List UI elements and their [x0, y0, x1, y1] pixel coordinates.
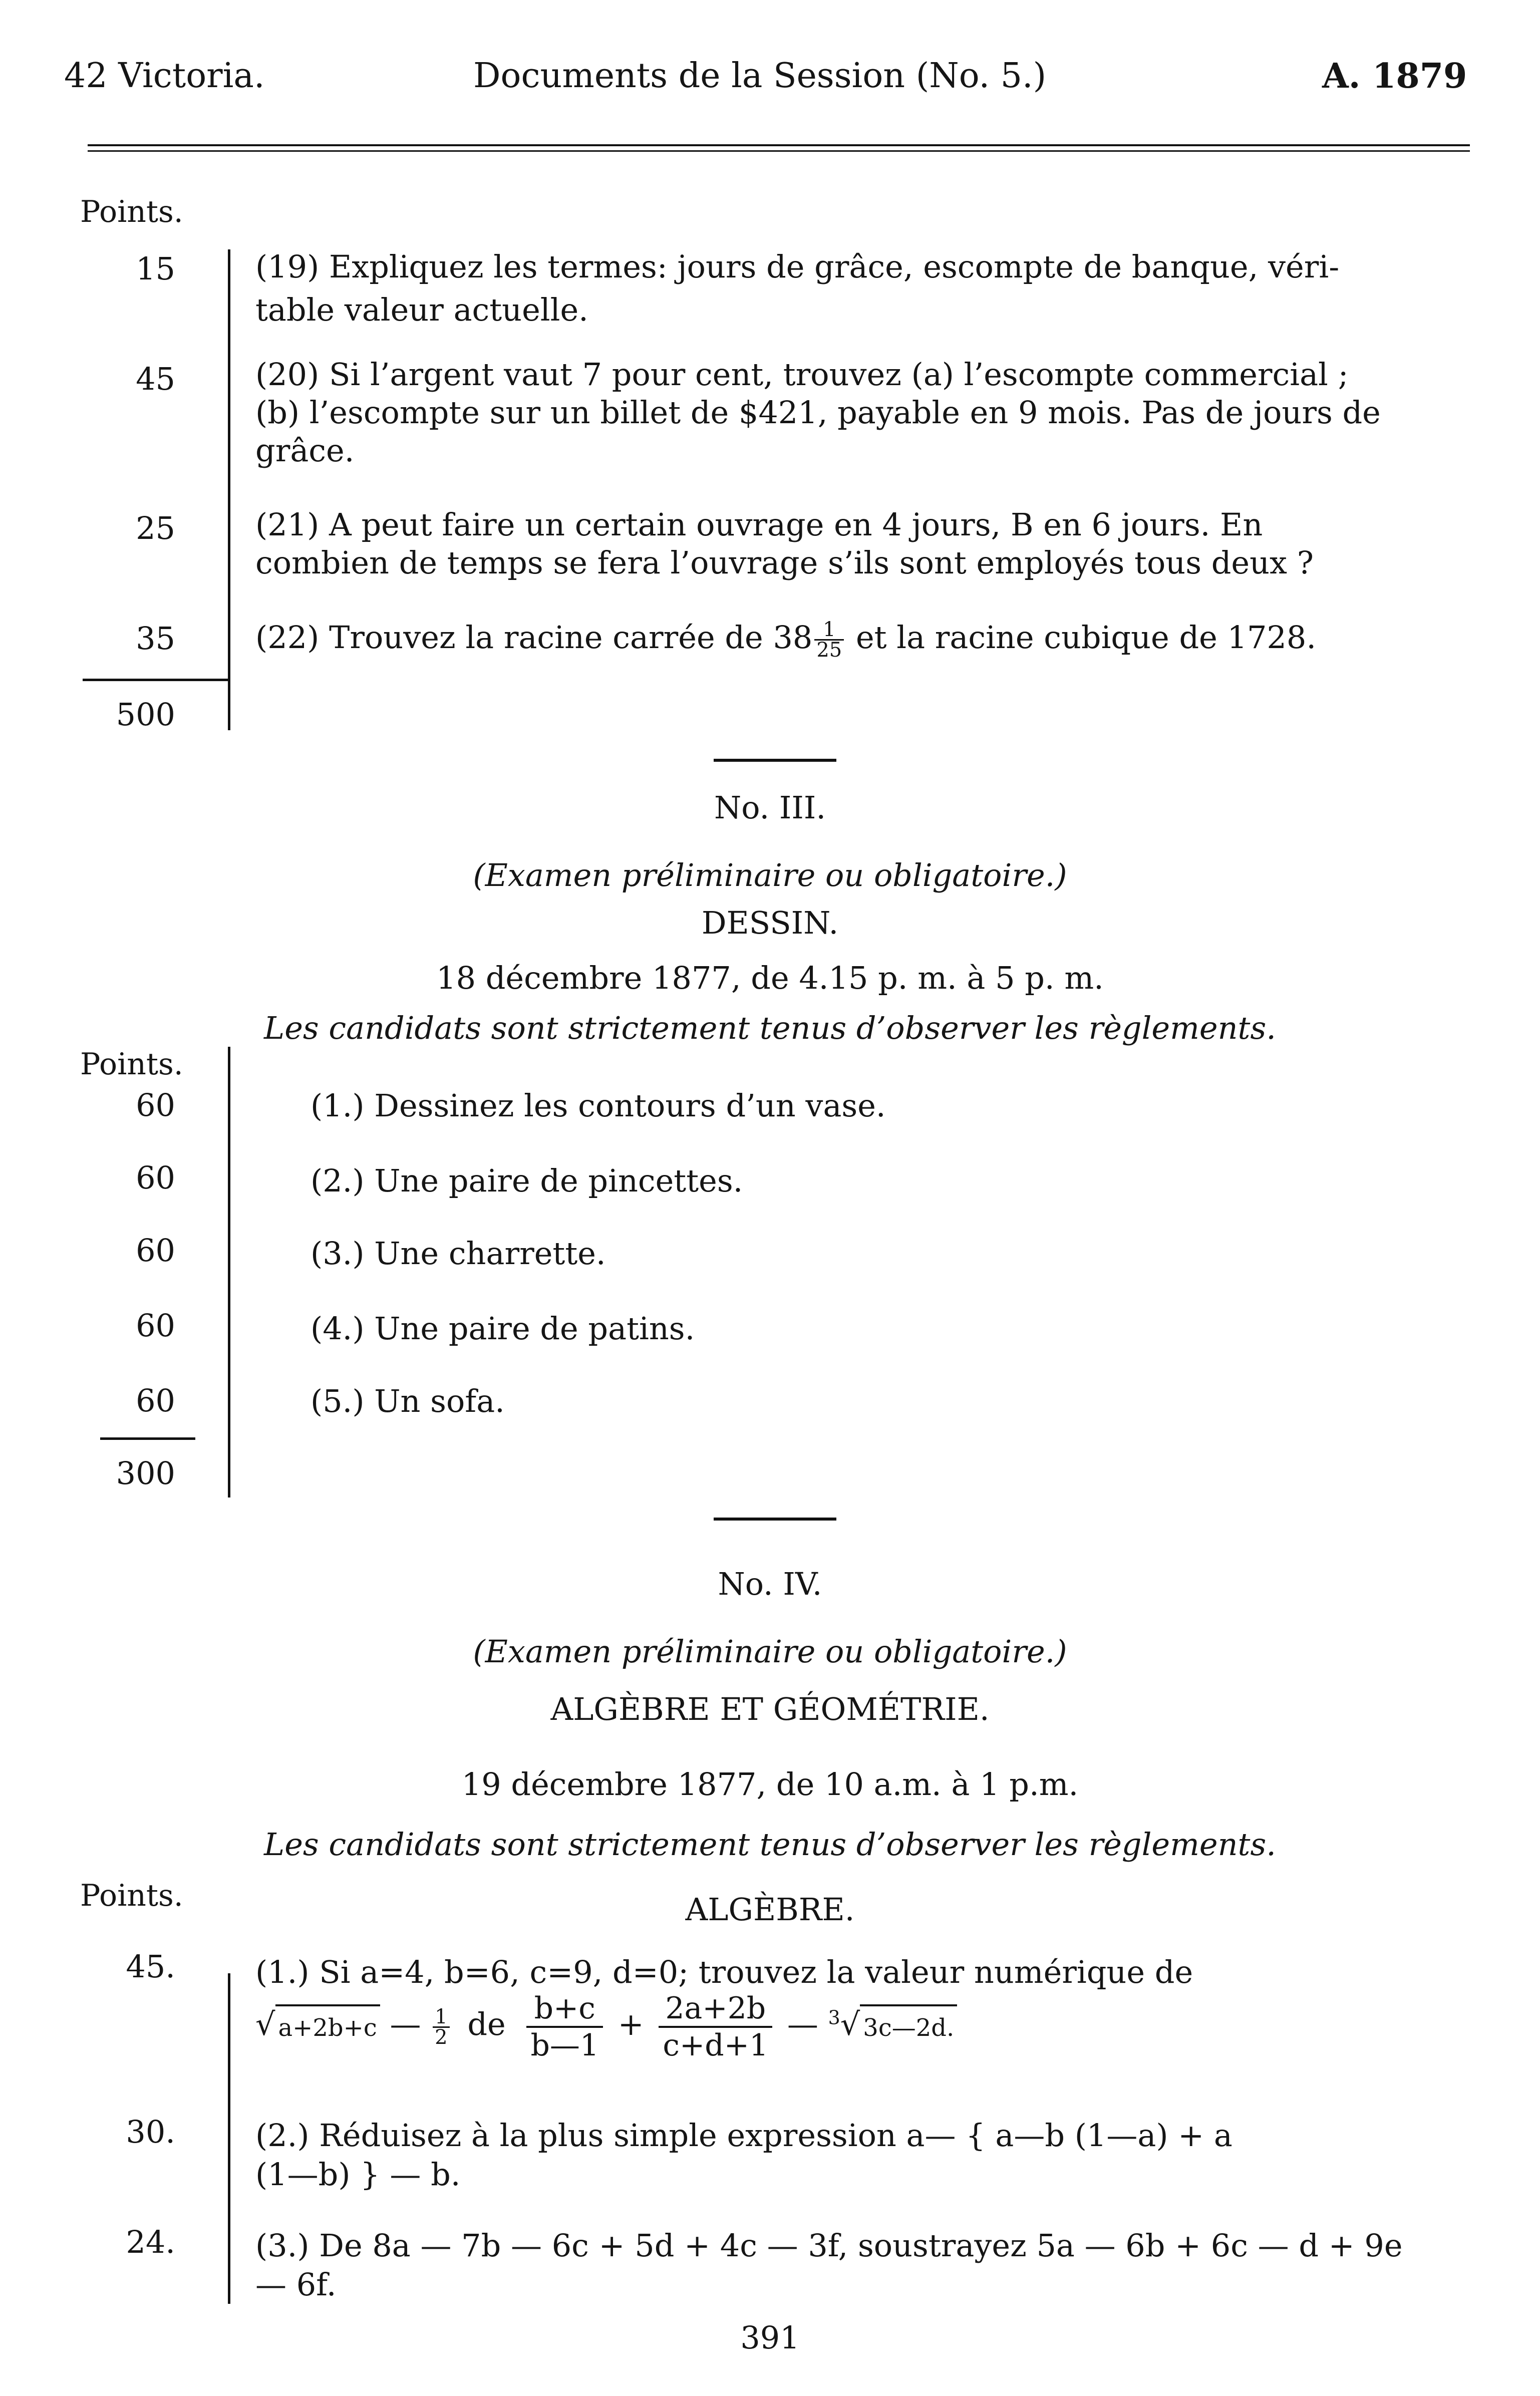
- points-value: 45: [136, 361, 175, 397]
- exam-date: 18 décembre 1877, de 4.15 p. m. à 5 p. m.: [436, 960, 1104, 996]
- question-text: grâce.: [255, 432, 355, 469]
- operator: —: [390, 2006, 421, 2043]
- total-rule: [83, 679, 230, 681]
- exam-rules: Les candidats sont strictement tenus d’observer les règlements.: [264, 1010, 1276, 1046]
- points-divider: [228, 249, 230, 730]
- points-value: 60: [136, 1159, 175, 1196]
- points-value: 24.: [126, 2224, 175, 2260]
- fraction-denominator: 25: [816, 639, 842, 662]
- header-title: Documents de la Session (No. 5.): [473, 56, 1047, 96]
- mixed-fraction: [814, 620, 844, 660]
- question-text: (3.) De 8a — 7b — 6c + 5d + 4c — 3f, soustrayez 5a — 6b + 6c — d + 9e: [255, 2227, 1403, 2264]
- drawing-item: (1.) Dessinez les contours d’un vase.: [311, 1087, 886, 1124]
- section-title: DESSIN.: [701, 905, 839, 941]
- question-22: [255, 616, 1472, 660]
- radicand: a+2b+c: [275, 2004, 380, 2049]
- algebra-question-2: [255, 2116, 1472, 2194]
- operator: —: [787, 2006, 818, 2043]
- drawing-item: (2.) Une paire de pincettes.: [311, 1162, 743, 1199]
- points-label: Points.: [80, 1878, 183, 1913]
- question-text: table valeur actuelle.: [255, 291, 588, 328]
- fraction-2: [659, 1991, 772, 2063]
- section-subtitle: (Examen préliminaire ou obligatoire.): [473, 1633, 1067, 1670]
- question-text: (1—b) } — b.: [255, 2156, 461, 2193]
- points-value: 30.: [126, 2114, 175, 2150]
- points-value: 60: [136, 1232, 175, 1269]
- fraction-1: [526, 1991, 603, 2063]
- question-text: et la racine cubique de 1728.: [846, 619, 1317, 656]
- question-text: (20) Si l’argent vaut 7 pour cent, trouvez (a) l’escompte commercial ;: [255, 356, 1349, 393]
- cube-root-sign: √: [840, 2006, 860, 2043]
- total-rule: [100, 1437, 195, 1440]
- page-number: 391: [740, 2319, 800, 2356]
- points-label: Points.: [80, 194, 183, 229]
- points-total: 500: [116, 696, 175, 733]
- section-rule: [714, 1518, 836, 1521]
- operator: +: [618, 2006, 644, 2043]
- half-fraction: [433, 2007, 449, 2047]
- question-text: (2.) Réduisez à la plus simple expression a— { a—b (1—a) + a: [255, 2117, 1233, 2154]
- section-number: No. III.: [714, 789, 826, 826]
- question-20: [255, 356, 1472, 470]
- header-volume: 42 Victoria.: [64, 56, 265, 96]
- question-19: [255, 245, 1472, 332]
- points-value: 35: [136, 620, 175, 657]
- question-text: (21) A peut faire un certain ouvrage en 4 jours, B en 6 jours. En: [255, 506, 1263, 543]
- points-value: 25: [136, 510, 175, 546]
- exam-rules: Les candidats sont strictement tenus d’observer les règlements.: [264, 1826, 1276, 1863]
- question-text: combien de temps se fera l’ouvrage s’ils sont employés tous deux ?: [255, 544, 1314, 581]
- question-text: (19) Expliquez les termes: jours de grâce, escompte de banque, véri-: [255, 248, 1340, 285]
- root-index: 3: [828, 2006, 840, 2029]
- algebra-expression: [255, 1991, 1472, 2063]
- header-year: A. 1879: [1322, 56, 1467, 96]
- fraction-numerator: 2a+2b: [659, 1991, 772, 2028]
- question-text: (1.) Si a=4, b=6, c=9, d=0; trouvez la valeur numérique de: [255, 1954, 1193, 1990]
- drawing-item: (4.) Une paire de patins.: [311, 1310, 695, 1347]
- drawing-item: (5.) Un sofa.: [311, 1383, 505, 1419]
- fraction-denominator: b—1: [530, 2028, 599, 2063]
- points-label: Points.: [80, 1047, 183, 1082]
- algebra-question-1: [255, 1951, 1472, 2063]
- question-text: (22) Trouvez la racine carrée de 38: [255, 619, 813, 656]
- section-subtitle: (Examen préliminaire ou obligatoire.): [473, 857, 1067, 893]
- points-value: 60: [136, 1307, 175, 1344]
- points-value: 60: [136, 1087, 175, 1123]
- fraction-denominator: c+d+1: [663, 2028, 769, 2063]
- drawing-item: (3.) Une charrette.: [311, 1235, 606, 1272]
- fraction-numerator: 1: [814, 620, 844, 641]
- question-21: [255, 506, 1472, 582]
- fraction-numerator: 1: [433, 2007, 449, 2028]
- sqrt-sign: √: [255, 2006, 275, 2043]
- question-text: (b) l’escompte sur un billet de $421, payable en 9 mois. Pas de jours de: [255, 394, 1381, 431]
- points-value: 15: [136, 250, 175, 287]
- points-divider: [228, 1047, 230, 1498]
- header-rule-bottom: [88, 150, 1470, 152]
- section-rule: [714, 759, 836, 762]
- header-rule-top: [88, 144, 1470, 146]
- question-text: — 6f.: [255, 2266, 337, 2303]
- radicand: 3c—2d.: [860, 2004, 957, 2049]
- points-divider: [228, 1973, 230, 2304]
- points-value: 60: [136, 1382, 175, 1419]
- section-number: No. IV.: [718, 1566, 822, 1602]
- fraction-numerator: b+c: [526, 1991, 603, 2028]
- points-value: 45.: [126, 1948, 175, 1985]
- section-title: ALGÈBRE ET GÉOMÉTRIE.: [550, 1691, 990, 1727]
- algebra-question-3: [255, 2226, 1472, 2304]
- exam-date: 19 décembre 1877, de 10 a.m. à 1 p.m.: [461, 1766, 1079, 1803]
- question-text: de: [467, 2006, 506, 2043]
- fraction-denominator: 2: [435, 2025, 448, 2049]
- subsection-heading: ALGÈBRE.: [685, 1891, 855, 1928]
- points-total: 300: [116, 1455, 175, 1491]
